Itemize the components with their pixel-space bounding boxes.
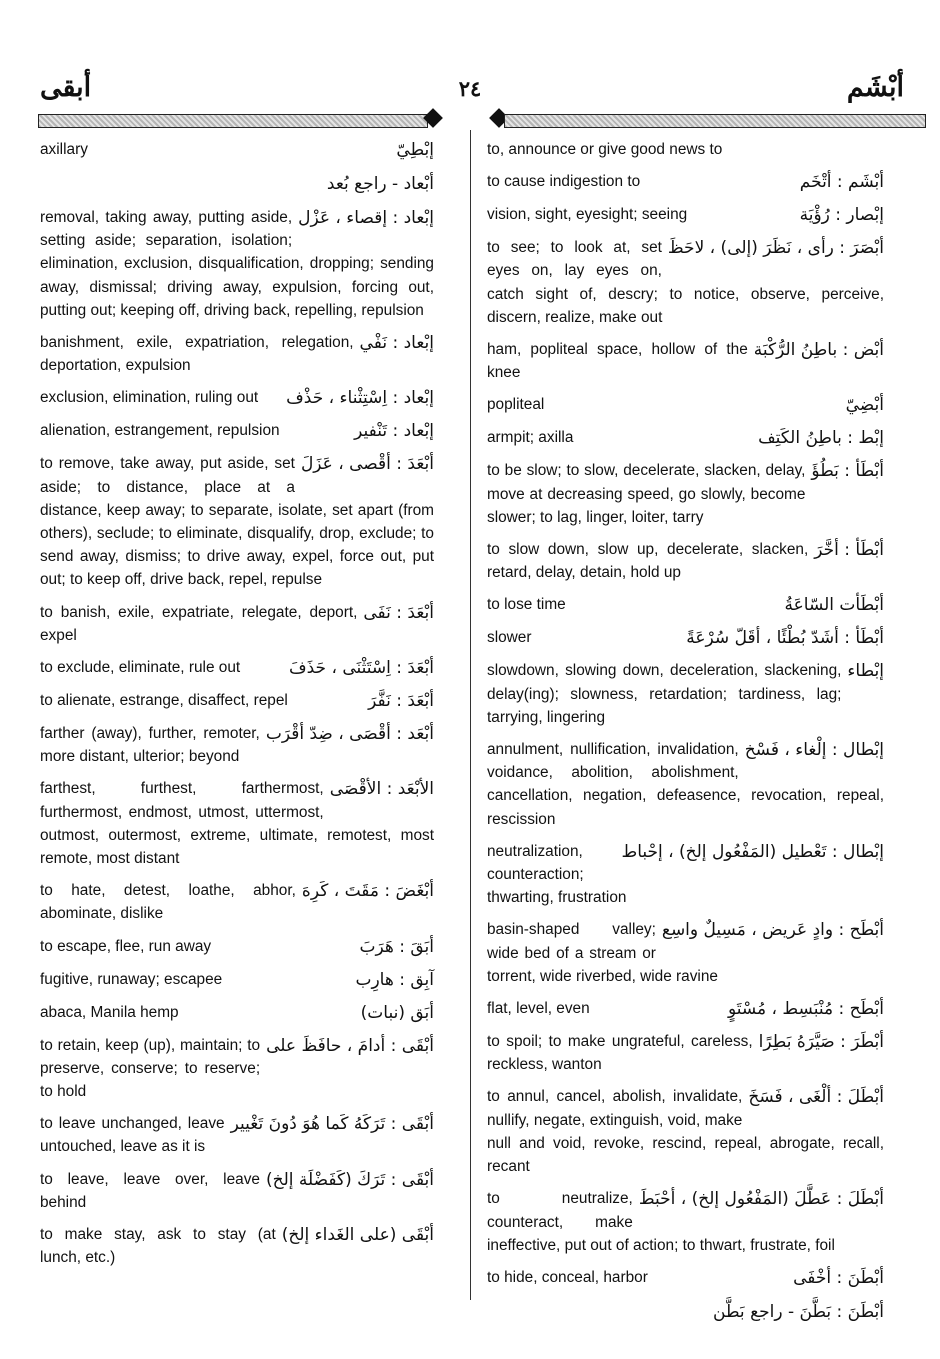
dictionary-entry: [487, 138, 884, 161]
arabic-headword: إبْطال : إلْغاء ، فَسْخ: [744, 740, 884, 761]
arabic-headword: إبْعاد : نَفْي: [359, 333, 434, 354]
dictionary-entry: [40, 689, 434, 713]
dictionary-entry: [487, 738, 884, 831]
english-definition: to retain, keep (up), maintain; to preserve, conserve; to reserve; to hold: [40, 1036, 261, 1101]
arabic-headword: أبْشَم : أتْخَم: [799, 172, 884, 193]
arabic-headword: أبَقَ : هَرَبَ: [359, 936, 434, 957]
dictionary-entry: [487, 203, 884, 227]
dictionary-entry: [40, 331, 434, 377]
dictionary-entry: [40, 206, 434, 322]
english-definition: exclusion, elimination, ruling out: [40, 389, 259, 407]
dictionary-entry: [40, 1223, 434, 1269]
arabic-headword: أبْطَنَ : بَطَّنَ - راجع بَطَّن: [713, 1301, 884, 1322]
arabic-headword: أبْطَنَ : أخْفَى: [793, 1267, 884, 1288]
arabic-headword: أبْعَدَ : نَفَّرَ: [368, 691, 434, 712]
arabic-headword: إبْطال : تَعْطيل (المَفْعُول إلخ) ، إحْباط: [621, 841, 884, 862]
dictionary-entry: [487, 426, 884, 450]
dictionary-entry: [487, 459, 884, 529]
arabic-headword: أبَق (نبات): [360, 1002, 434, 1023]
dictionary-entry: [40, 656, 434, 680]
dictionary-entry: [40, 935, 434, 959]
arabic-headword: أبْطَأ : أشَدّ بُطْئًا ، أقَلّ سُرْعَةً: [686, 628, 884, 649]
dictionary-entry: [40, 138, 434, 162]
arabic-headword: أبْقَى : تَرَكَهُ كَما هُوَ دُونَ تَغْيير: [230, 1114, 434, 1135]
dictionary-entry: [487, 918, 884, 988]
arabic-headword: أبْعاد - راجع بُعد: [326, 174, 434, 194]
english-definition: to hate, detest, loathe, abhor, abominate, dislike: [40, 882, 296, 923]
dictionary-entry: [40, 601, 434, 647]
dictionary-entry: [40, 171, 434, 197]
arabic-headword: أبْعَدَ : أقْصى ، عَزَلَ: [300, 454, 434, 475]
english-definition: to neutralize, counteract, make ineffective, put out of action; to thwart, frustrate, foil: [487, 1190, 835, 1254]
arabic-headword: إبْعاد : اِسْتِثْناء ، حَذْف: [286, 388, 434, 409]
english-definition: to annul, cancel, abolish, invalidate, nullify, negate, extinguish, void, make null and void, revoke, rescind, repeal, abrogate, recall, recant: [487, 1088, 884, 1176]
english-definition: armpit; axilla: [487, 429, 574, 447]
english-definition: annulment, nullification, invalidation, voidance, abolition, abolishment, cancellation, negation, defeasence, revocation, repeal, rescission: [487, 741, 884, 828]
arabic-headword: أبْطَأ : بَطُؤَ: [811, 461, 884, 482]
english-definition: to leave, leave over, leave behind: [40, 1170, 260, 1211]
dictionary-entry: [487, 997, 884, 1021]
english-definition: ham, popliteal space, hollow of the knee: [487, 341, 748, 382]
english-definition: flat, level, even: [487, 1000, 590, 1018]
dictionary-entry: [487, 659, 884, 729]
arabic-headword: أبْصَرَ : رأى ، نَظَرَ (إلى) ، لاحَظَ: [667, 238, 884, 259]
dictionary-entry: [487, 593, 884, 617]
arabic-headword: إبْطِيّ: [396, 140, 434, 160]
english-definition: to, announce or give good news to: [487, 141, 723, 158]
arabic-headword: الأبْعَد : الأقْصَى: [329, 779, 434, 800]
dictionary-entry: [487, 1266, 884, 1290]
english-definition: to see; to look at, set eyes on, lay eyes on, catch sight of, descry; to notice, observe, perceive, discern, realize, make out: [487, 239, 884, 326]
dictionary-entry: [487, 1030, 884, 1076]
english-definition: banishment, exile, expatriation, relegation, deportation, expulsion: [40, 334, 354, 375]
dictionary-entry: [40, 1112, 434, 1158]
arabic-headword: أبْقَى (على الغَداء إلخ): [281, 1225, 434, 1246]
dictionary-entry: [40, 968, 434, 992]
arabic-headword: إبْطاء: [847, 661, 884, 682]
arabic-headword: إبْصار : رُؤْيَة: [799, 205, 884, 226]
dictionary-entry: [40, 419, 434, 443]
page-number: ٢٤: [458, 76, 482, 101]
arabic-headword: آبِق : هارِب: [355, 969, 434, 990]
arabic-headword: أبْعَد : أقْصَى ، ضِدّ أقْرَب: [265, 724, 434, 745]
english-definition: vision, sight, eyesight; seeing: [487, 206, 688, 224]
english-definition: to cause indigestion to: [487, 173, 641, 191]
arabic-headword: أبْطَأت السّاعَةُ: [784, 595, 884, 616]
english-definition: removal, taking away, putting aside, setting aside; separation, isolation; elimination, exclusion, disqualification, dropping; sending away, dismissal; driving away, expulsion, forcing out, putting out; keeping off, driving back, repelling, repulsion: [40, 209, 434, 319]
arabic-headword: إبْط : باطِنُ الكَتِف: [758, 428, 884, 449]
english-definition: to hide, conceal, harbor: [487, 1268, 648, 1286]
right-column: [487, 138, 884, 1334]
arabic-headword: أبْضِيّ: [845, 395, 884, 416]
english-definition: to spoil; to make ungrateful, careless, reckless, wanton: [487, 1033, 753, 1074]
english-definition: to remove, take away, put aside, set aside; to distance, place at a distance, keep away; to separate, isolate, set apart (from others), seclude; to eliminate, disqualify, drop, exclude; to send away, dismiss; to drive away, expel, force out, put out; to keep off, drive back, repel, repulse: [40, 455, 434, 589]
arabic-headword: إبْعاد : تَنْفير: [354, 421, 434, 442]
dictionary-entry: [40, 1001, 434, 1025]
english-definition: to lose time: [487, 596, 566, 614]
arabic-headword: أبْطَرَ : صَيَّرَهُ بَطِرًا: [758, 1032, 884, 1053]
arabic-headword: أبْقَى : تَرَكَ (كَفَضْلَة إلخ): [265, 1169, 434, 1190]
english-definition: alienation, estrangement, repulsion: [40, 422, 280, 440]
header-rule-left: [38, 114, 428, 128]
dictionary-entry: [487, 626, 884, 650]
dictionary-entry: [40, 879, 434, 925]
dictionary-entry: [487, 170, 884, 194]
column-divider: [470, 130, 471, 1300]
english-definition: axillary: [40, 141, 88, 158]
header-rule-right: [504, 114, 926, 128]
english-definition: to make stay, ask to stay (at lunch, etc.): [40, 1226, 276, 1267]
dictionary-entry: [40, 777, 434, 870]
english-definition: to banish, exile, expatriate, relegate, deport, expel: [40, 603, 358, 644]
english-definition: fugitive, runaway; escapee: [40, 970, 223, 988]
dictionary-entry: [487, 538, 884, 584]
dictionary-entry: [487, 236, 884, 329]
dictionary-entry: [40, 1034, 434, 1104]
arabic-headword: أبْطَح : وادٍ عَريض ، مَسِيلٌ واسِع: [661, 920, 884, 941]
dictionary-entry: [487, 1085, 884, 1178]
dictionary-entry: [487, 1187, 884, 1257]
arabic-headword: أبْطَح : مُنْبَسِط ، مُسْتَوٍ: [727, 999, 884, 1020]
header-guide-word-right: أبْشَم: [846, 72, 904, 103]
arabic-headword: أبْقَى : أدامَ ، حافَظَ على: [266, 1035, 434, 1056]
arabic-headword: أبْعَدَ : اِسْتَثْنَى ، حَذَفَ: [289, 658, 434, 679]
arabic-headword: أبْطَلَ : عَطَّلَ (المَفْعُول إلخ) ، أحْبَطَ: [638, 1189, 884, 1210]
english-definition: to slow down, slow up, decelerate, slacken, retard, delay, detain, hold up: [487, 541, 809, 582]
arabic-headword: إبْعاد : إقصاء ، عَزْل: [298, 208, 434, 228]
dictionary-entry: [487, 393, 884, 417]
arabic-headword: أبْض : باطِنُ الرُّكْبَة: [753, 340, 884, 361]
dictionary-entry: [40, 722, 434, 768]
arabic-headword: أبْغَضَ : مَقَتَ ، كَرِهَ: [301, 881, 434, 902]
arabic-headword: أبْعَدَ : نَفَى: [363, 602, 434, 623]
dictionary-entry: [40, 1168, 434, 1214]
dictionary-entry: [40, 452, 434, 591]
dictionary-entry: [487, 338, 884, 384]
english-definition: basin-shaped valley; wide bed of a stream or torrent, wide riverbed, wide ravine: [487, 921, 718, 985]
english-definition: to exclude, eliminate, rule out: [40, 659, 241, 677]
english-definition: to leave unchanged, leave untouched, leave as it is: [40, 1115, 225, 1156]
dictionary-entry: [40, 386, 434, 410]
arabic-headword: أبْطَلَ : ألْغَى ، فَسَخَ: [748, 1087, 884, 1108]
english-definition: popliteal: [487, 396, 545, 414]
english-definition: slower: [487, 629, 532, 647]
english-definition: slowdown, slowing down, deceleration, slackening, delay(ing); slowness, retardation; tardiness, lag; tarrying, lingering: [487, 662, 842, 726]
dictionary-entry: [487, 1299, 884, 1325]
left-column: [40, 138, 434, 1279]
header-guide-word-left: أبقى: [40, 72, 92, 103]
english-definition: to alienate, estrange, disaffect, repel: [40, 692, 288, 710]
english-definition: farther (away), further, remoter, more distant, ulterior; beyond: [40, 725, 260, 766]
arabic-headword: أبْطَأ : أخَّرَ: [814, 540, 884, 561]
english-definition: abaca, Manila hemp: [40, 1003, 179, 1021]
dictionary-entry: [487, 840, 884, 910]
english-definition: to be slow; to slow, decelerate, slacken, delay, move at decreasing speed, go slowly, become slower; to lag, linger, loiter, tarry: [487, 462, 806, 526]
english-definition: neutralization, counteraction; thwarting, frustration: [487, 842, 627, 907]
english-definition: to escape, flee, run away: [40, 937, 212, 955]
english-definition: farthest, furthest, farthermost, furthermost, endmost, utmost, uttermost, outmost, outermost, extreme, ultimate, remotest, most remote, most distant: [40, 780, 434, 868]
